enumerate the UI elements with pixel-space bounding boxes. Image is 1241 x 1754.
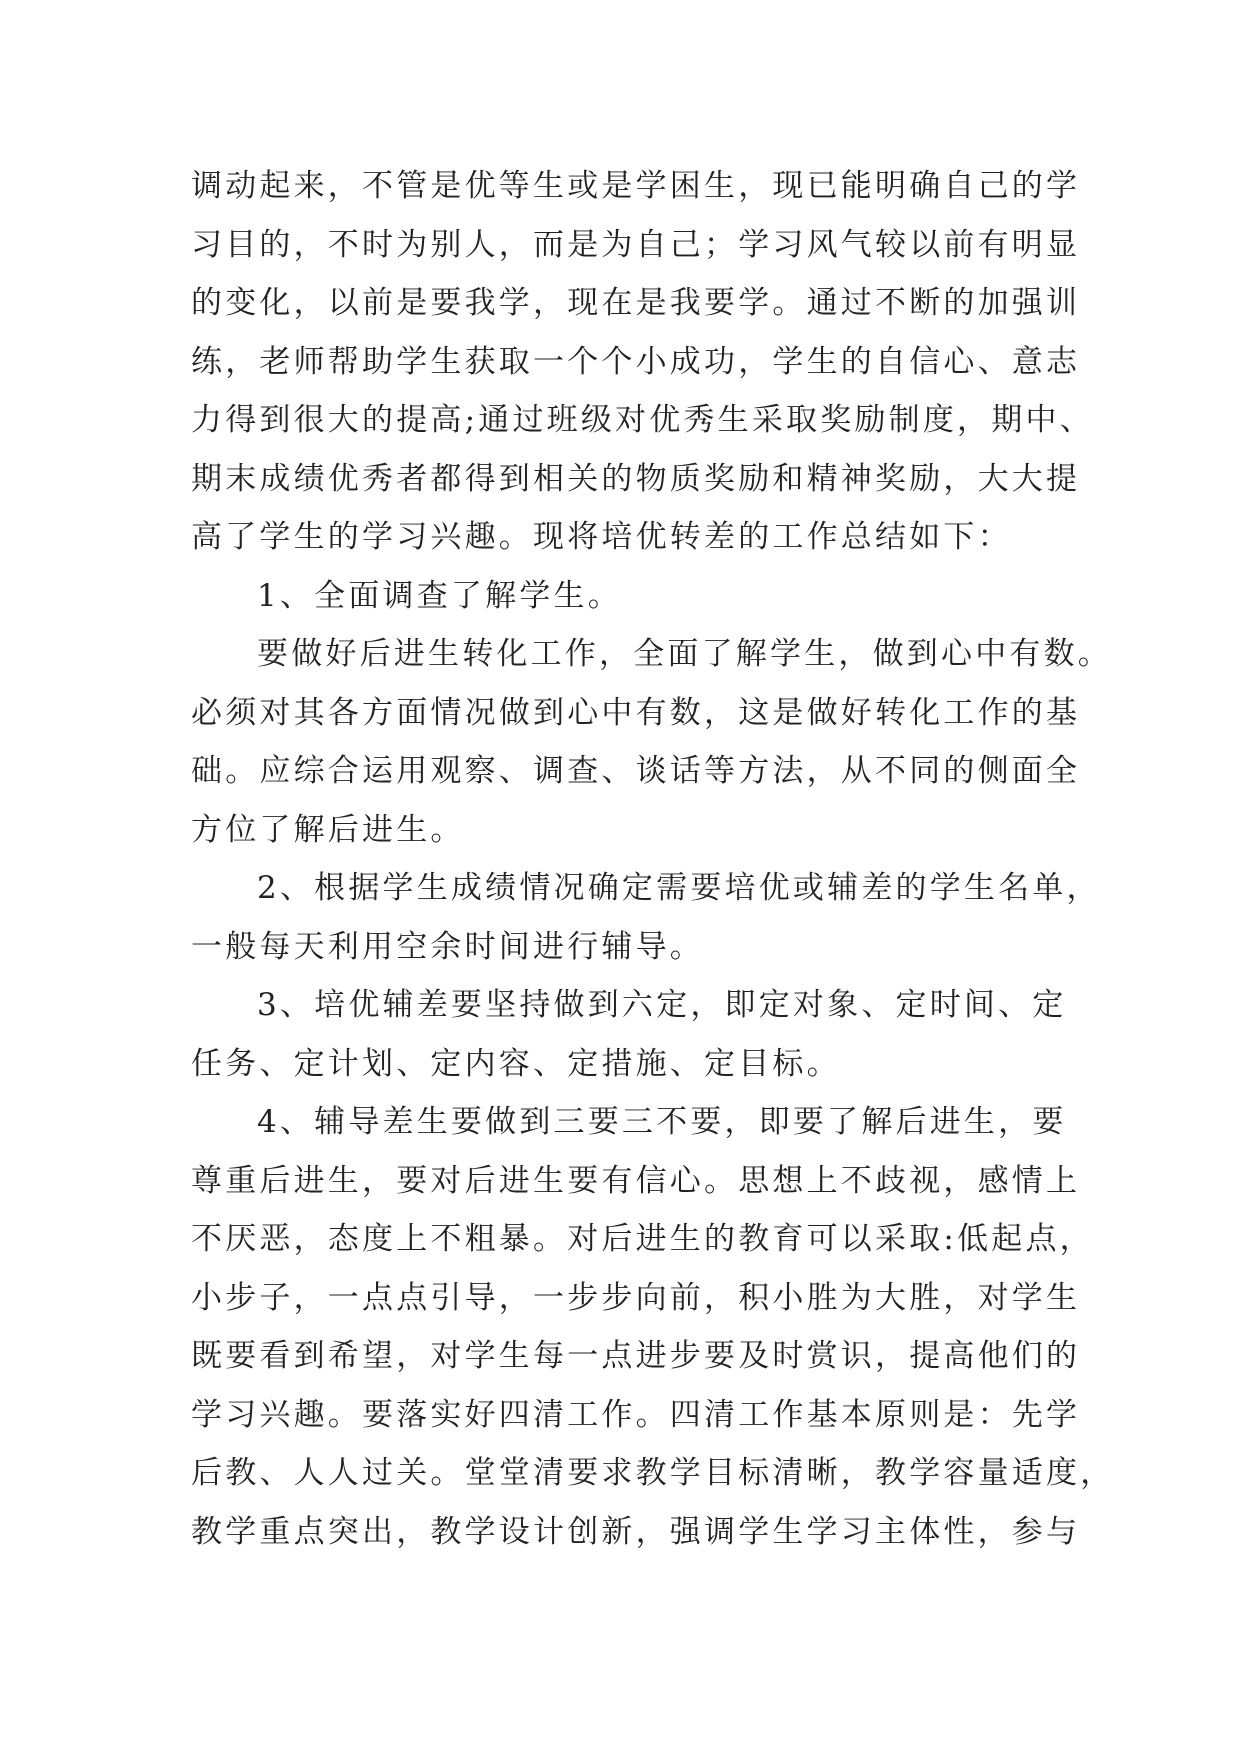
text-line: 必须对其各方面情况做到心中有数，这是做好转化工作的基 <box>191 694 1081 731</box>
text-line: 任务、定计划、定内容、定措施、定目标。 <box>191 1045 841 1082</box>
text-line: 期末成绩优秀者都得到相关的物质奖励和精神奖励，大大提 <box>191 460 1081 497</box>
text-line: 调动起来，不管是优等生或是学困生，现已能明确自己的学 <box>191 168 1081 204</box>
document-body <box>191 157 1115 1561</box>
text-line: 的变化，以前是要我学，现在是我要学。通过不断的加强训 <box>191 285 1081 321</box>
text-line: 小步子，一点点引导，一步步向前，积小胜为大胜，对学生 <box>191 1279 1081 1316</box>
text-line: 要做好后进生转化工作，全面了解学生，做到心中有数。 <box>257 636 1112 672</box>
text-line: 不厌恶，态度上不粗暴。对后进生的教育可以采取:低起点， <box>191 1221 1094 1257</box>
text-line: 既要看到希望，对学生每一点进步要及时赏识，提高他们的 <box>191 1338 1081 1374</box>
text-line: 力得到很大的提高;通过班级对优秀生采取奖励制度，期中、 <box>191 402 1094 438</box>
text-line: 2、根据学生成绩情况确定需要培优或辅差的学生名单， <box>257 870 1101 906</box>
text-line: 高了学生的学习兴趣。现将培优转差的工作总结如下： <box>191 519 1012 555</box>
text-line: 学习兴趣。要落实好四清工作。四清工作基本原则是：先学 <box>191 1396 1081 1433</box>
text-line: 1、全面调查了解学生。 <box>257 577 622 614</box>
text-line: 习目的，不时为别人，而是为自己；学习风气较以前有明显 <box>191 226 1081 263</box>
text-line: 础。应综合运用观察、调查、谈话等方法，从不同的侧面全 <box>191 753 1081 789</box>
text-line: 教学重点突出，教学设计创新，强调学生学习主体性，参与 <box>191 1513 1081 1550</box>
text-line: 练，老师帮助学生获取一个个小成功，学生的自信心、意志 <box>191 343 1081 380</box>
text-line: 后教、人人过关。堂堂清要求教学目标清晰，教学容量适度， <box>191 1455 1115 1491</box>
text-line: 一般每天利用空余时间进行辅导。 <box>191 928 704 965</box>
text-line: 4、辅导差生要做到三要三不要，即要了解后进生，要 <box>257 1104 1067 1140</box>
text-line: 尊重后进生，要对后进生要有信心。思想上不歧视，感情上 <box>191 1162 1081 1199</box>
text-line: 3、培优辅差要坚持做到六定，即定对象、定时间、定 <box>257 987 1067 1023</box>
text-line: 方位了解后进生。 <box>191 811 465 848</box>
